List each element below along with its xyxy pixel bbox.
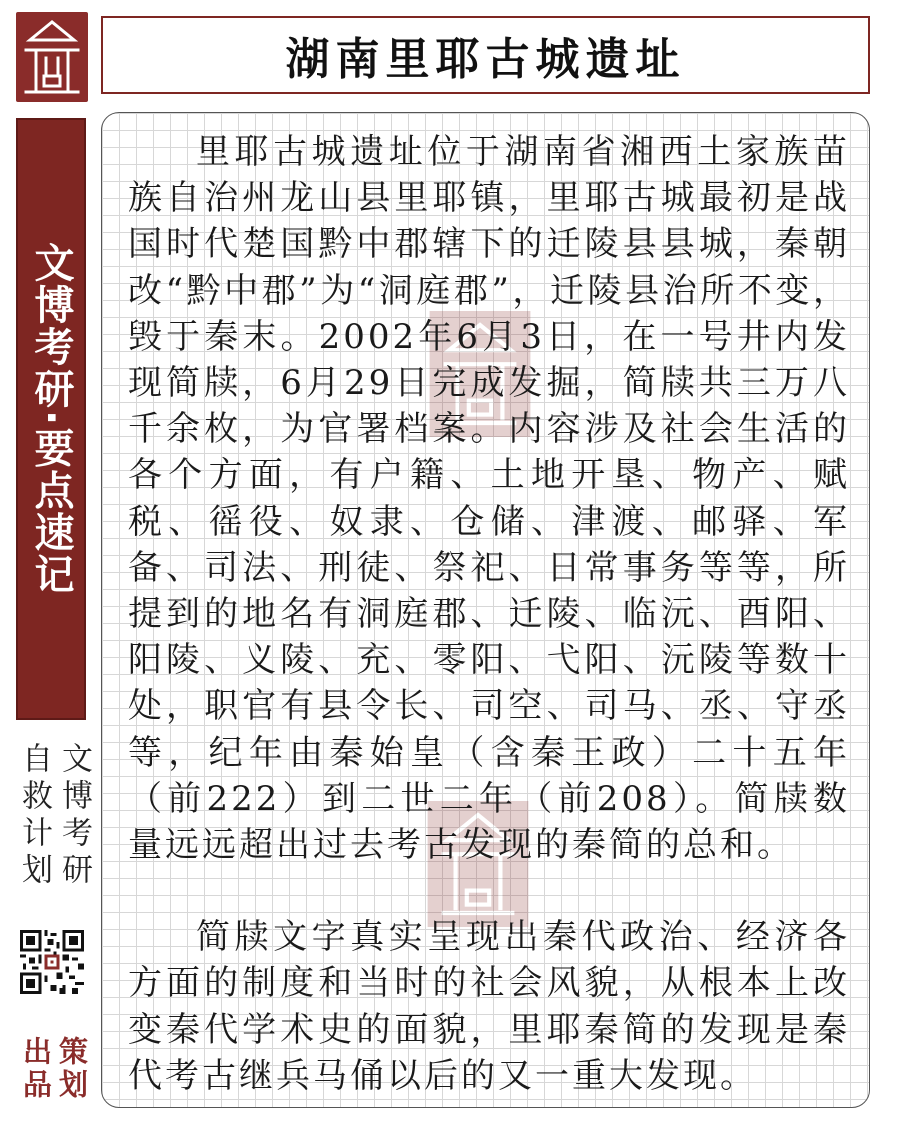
logo-icon <box>16 12 88 102</box>
side-banner <box>16 118 86 720</box>
logo-seal <box>16 12 88 102</box>
plan-col-2: 出品 <box>19 1036 53 1102</box>
title-box <box>101 16 870 94</box>
article-body <box>128 129 850 1099</box>
qr-code-icon[interactable] <box>20 930 84 994</box>
article-card <box>101 112 870 1108</box>
page-title: 湖南里耶古城遗址 <box>285 34 686 85</box>
slogan-col-1: 文博考研 <box>56 742 92 890</box>
slogan <box>18 742 90 912</box>
article-paragraph-2: 简牍文字真实呈现出秦代政治、经济各方面的制度和当时的社会风貌，从根本上改变秦代学术史的面貌，里耶秦简的发现是秦代考古继兵马俑以后的又一重大发现。 <box>128 917 850 1096</box>
plan-credit <box>18 1036 90 1116</box>
plan-col-1: 策划 <box>55 1036 89 1102</box>
article-paragraph-1: 里耶古城遗址位于湖南省湘西土家族苗族自治州龙山县里耶镇，里耶古城最初是战国时代楚国黔中郡辖下的迁陵县县城，秦朝改“黔中郡”为“洞庭郡”，迁陵县治所不变，毁于秦末。2002年6月3日，在一号井内发现简牍，6月29日完成发掘，简牍共三万八千余枚，为官署档案。内容涉及社会生活的各个方面，有户籍、土地开垦、物产、赋税、徭役、奴隶、仓储、津渡、邮驿、军备、司法、刑徒、祭祀、日常事务等等，所提到的地名有洞庭郡、迁陵、临沅、酉阳、阳陵、义陵、充、零阳、弋阳、沅陵等数十处，职官有县令长、司空、司马、丞、守丞等，纪年由秦始皇（含秦王政）二十五年（前222）到二世二年（前208）。简牍数量远远超出过去考古发现的秦简的总和。 <box>128 132 850 866</box>
slogan-col-2: 自救计划 <box>16 742 52 890</box>
banner-text: 文博考研·要点速记 <box>28 242 74 596</box>
